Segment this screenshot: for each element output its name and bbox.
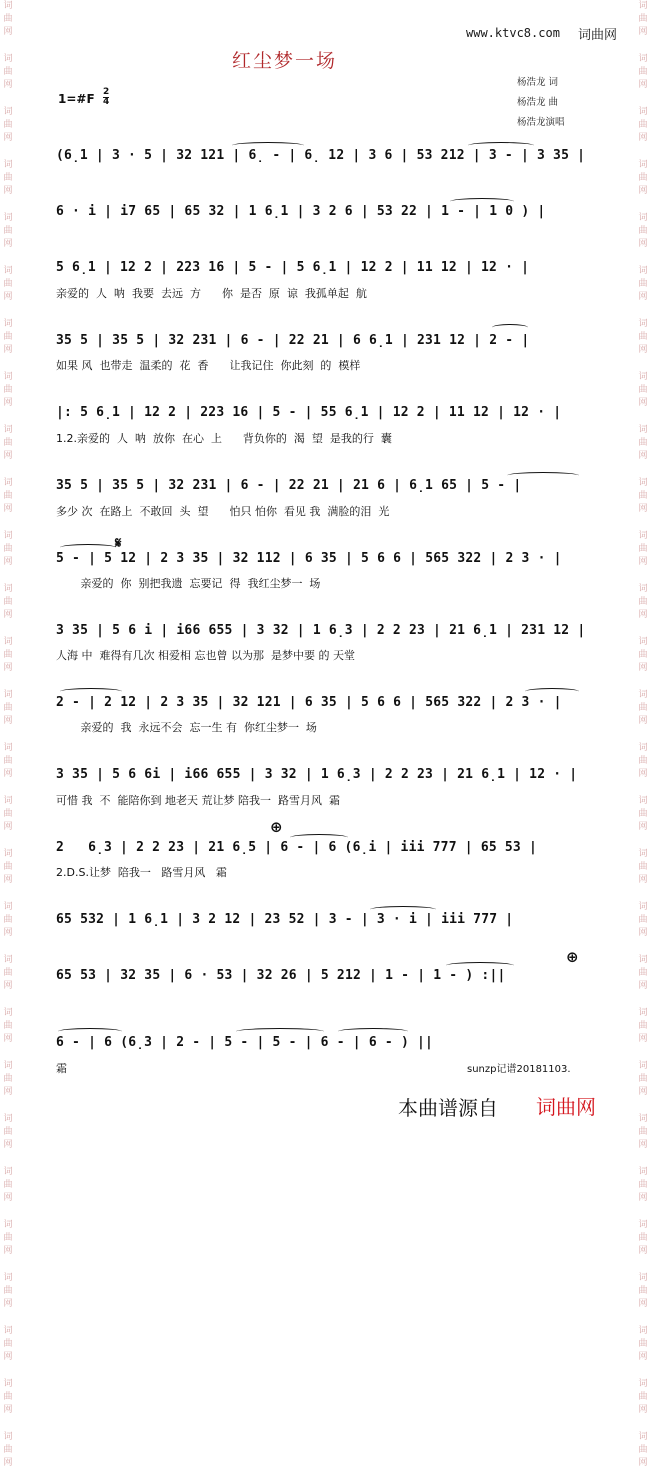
watermark-char: 网 — [638, 663, 648, 673]
watermark-gap — [635, 940, 651, 954]
watermark-char: 词 — [3, 1326, 13, 1336]
watermark-char: 网 — [3, 1034, 13, 1044]
watermark-char: 曲 — [638, 120, 648, 130]
watermark-char: 词 — [638, 1, 648, 11]
tie-arc — [60, 688, 122, 695]
watermark-gap — [0, 1046, 16, 1060]
watermark-char: 曲 — [3, 1286, 13, 1296]
watermark-char: 网 — [3, 716, 13, 726]
watermark-char: 曲 — [3, 438, 13, 448]
watermark-char: 词 — [3, 478, 13, 488]
watermark-gap — [0, 1205, 16, 1219]
watermark-char: 曲 — [638, 1074, 648, 1084]
watermark-char: 曲 — [3, 279, 13, 289]
watermark-gap — [635, 1205, 651, 1219]
watermark-char: 曲 — [638, 14, 648, 24]
watermark-gap — [635, 1311, 651, 1325]
watermark-char: 曲 — [3, 173, 13, 183]
watermark-gap — [0, 887, 16, 901]
watermark-char: 网 — [3, 292, 13, 302]
watermark-char: 曲 — [638, 544, 648, 554]
watermark-char: 网 — [638, 716, 648, 726]
watermark-char: 网 — [3, 769, 13, 779]
watermark-char: 网 — [3, 822, 13, 832]
watermark-char: 网 — [3, 27, 13, 37]
watermark-char: 词 — [638, 160, 648, 170]
watermark-char: 词 — [638, 1114, 648, 1124]
watermark-char: 网 — [638, 822, 648, 832]
watermark-char: 词 — [3, 107, 13, 117]
watermark-char: 网 — [638, 1193, 648, 1203]
watermark-char: 网 — [3, 133, 13, 143]
watermark-char: 词 — [638, 54, 648, 64]
watermark-char: 曲 — [3, 862, 13, 872]
watermark-char: 曲 — [3, 491, 13, 501]
watermark-char: 网 — [3, 610, 13, 620]
watermark-char: 网 — [3, 345, 13, 355]
watermark-gap — [0, 1364, 16, 1378]
watermark-char: 词 — [3, 1114, 13, 1124]
watermark-gap — [635, 198, 651, 212]
segno-mark: 𝄋 — [115, 534, 122, 552]
watermark-char: 曲 — [638, 1445, 648, 1455]
watermark-char: 词 — [3, 425, 13, 435]
watermark-gap — [0, 516, 16, 530]
watermark-gap — [0, 834, 16, 848]
watermark-char: 网 — [638, 1352, 648, 1362]
tie-arc — [58, 1028, 122, 1035]
watermark-char: 曲 — [638, 67, 648, 77]
watermark-char: 词 — [3, 902, 13, 912]
watermark-char: 词 — [3, 372, 13, 382]
watermark-char: 曲 — [638, 1127, 648, 1137]
watermark-char: 网 — [638, 1299, 648, 1309]
watermark-char: 网 — [638, 769, 648, 779]
watermark-char: 曲 — [3, 1233, 13, 1243]
watermark-gap — [635, 516, 651, 530]
watermark-gap — [0, 1258, 16, 1272]
watermark-char: 网 — [638, 504, 648, 514]
watermark-gap — [635, 1258, 651, 1272]
watermark-char: 曲 — [638, 968, 648, 978]
watermark-char: 曲 — [3, 809, 13, 819]
watermark-char: 网 — [638, 1405, 648, 1415]
watermark-gap — [0, 993, 16, 1007]
watermark-char: 词 — [3, 1220, 13, 1230]
watermark-char: 词 — [3, 266, 13, 276]
watermark-char: 网 — [638, 557, 648, 567]
watermark-gap — [0, 357, 16, 371]
watermark-char: 网 — [638, 610, 648, 620]
watermark-char: 网 — [3, 928, 13, 938]
watermark-gap — [635, 304, 651, 318]
lyric-row-11: 2.D.S.让梦 陪我一 路雪月风 霜 — [56, 866, 227, 879]
lyric-row-3: 亲爱的 人 呐 我要 去远 方 你 是否 原 谅 我孤单起 航 — [56, 287, 367, 300]
watermark-gap — [635, 251, 651, 265]
watermark-gap — [635, 1470, 651, 1484]
watermark-char: 词 — [638, 531, 648, 541]
watermark-char: 曲 — [3, 1074, 13, 1084]
lyric-row-6: 多少 次 在路上 不敢回 头 望 怕只 怕你 看见 我 满脸的泪 光 — [56, 505, 390, 518]
watermark-char: 网 — [3, 398, 13, 408]
tie-arc — [232, 142, 304, 149]
watermark-gap — [0, 622, 16, 636]
watermark-char: 词 — [3, 1008, 13, 1018]
watermark-char: 词 — [638, 319, 648, 329]
site-name[interactable]: 词曲网 — [578, 28, 618, 43]
watermark-char: 网 — [3, 1087, 13, 1097]
transcriber-signature: sunzp记谱20181103. — [467, 1064, 571, 1075]
watermark-char: 曲 — [3, 226, 13, 236]
watermark-char: 词 — [638, 213, 648, 223]
watermark-gap — [635, 569, 651, 583]
coda-mark: ⊕ — [270, 818, 283, 836]
watermark-char: 词 — [638, 637, 648, 647]
watermark-gap — [635, 1099, 651, 1113]
watermark-char: 网 — [3, 1352, 13, 1362]
watermark-gap — [0, 1417, 16, 1431]
watermark-char: 网 — [638, 27, 648, 37]
watermark-char: 网 — [3, 239, 13, 249]
watermark-gap — [635, 1417, 651, 1431]
watermark-char: 网 — [3, 981, 13, 991]
watermark-char: 网 — [638, 398, 648, 408]
watermark-gap — [635, 728, 651, 742]
watermark-char: 网 — [638, 875, 648, 885]
watermark-gap — [0, 1311, 16, 1325]
watermark-char: 曲 — [638, 1339, 648, 1349]
watermark-char: 曲 — [638, 809, 648, 819]
watermark-char: 曲 — [3, 1445, 13, 1455]
watermark-char: 词 — [3, 531, 13, 541]
watermark-char: 曲 — [3, 67, 13, 77]
watermark-char: 词 — [638, 1273, 648, 1283]
watermark-char: 网 — [638, 345, 648, 355]
footer-brand[interactable]: 词曲网 — [536, 1095, 596, 1119]
watermark-char: 曲 — [638, 703, 648, 713]
watermark-char: 曲 — [638, 226, 648, 236]
coda-mark-end: ⊕ — [566, 948, 579, 966]
watermark-gap — [635, 39, 651, 53]
watermark-char: 词 — [638, 743, 648, 753]
watermark-char: 曲 — [638, 650, 648, 660]
watermark-char: 网 — [638, 451, 648, 461]
watermark-char: 词 — [3, 1432, 13, 1442]
tie-arc — [525, 688, 579, 695]
lyric-row-9: 亲爱的 我 永远不会 忘一生 有 你红尘梦一 场 — [56, 721, 317, 734]
watermark-gap — [0, 1470, 16, 1484]
staff-row-12: 65 532 | 1 6̣1 | 3 2 12 | 23 52 | 3 - | 3 · i | iii 777 | — [56, 912, 514, 927]
watermark-char: 网 — [3, 875, 13, 885]
slur-arc — [492, 324, 528, 331]
watermark-char: 词 — [638, 1167, 648, 1177]
lyricist-credit: 杨浩龙 词 — [517, 77, 559, 88]
watermark-gap — [0, 1099, 16, 1113]
watermark-char: 网 — [638, 1140, 648, 1150]
watermark-char: 曲 — [638, 1180, 648, 1190]
watermark-char: 曲 — [638, 915, 648, 925]
staff-row-10: 3 35 | 5 6 6i | i66 655 | 3 32 | 1 6̣3 | 2 2 23 | 21 6̣1 | 12 · | — [56, 767, 578, 782]
watermark-gap — [0, 92, 16, 106]
watermark-gap — [635, 92, 651, 106]
watermark-char: 网 — [3, 1458, 13, 1468]
watermark-char: 曲 — [3, 597, 13, 607]
watermark-char: 词 — [3, 213, 13, 223]
tie-arc — [450, 198, 514, 205]
tie-arc — [468, 142, 534, 149]
watermark-char: 曲 — [3, 1021, 13, 1031]
watermark-char: 网 — [3, 557, 13, 567]
watermark-char: 词 — [3, 955, 13, 965]
watermark-char: 网 — [3, 1193, 13, 1203]
watermark-gap — [635, 993, 651, 1007]
watermark-char: 曲 — [638, 1021, 648, 1031]
watermark-char: 词 — [3, 1, 13, 11]
staff-row-7: 5 - | 5 12 | 2 3 35 | 32 112 | 6 35 | 5 6 6 | 565 322 | 2 3 · | — [56, 551, 562, 566]
watermark-gap — [635, 675, 651, 689]
watermark-char: 词 — [3, 637, 13, 647]
watermark-char: 曲 — [3, 703, 13, 713]
watermark-char: 词 — [3, 54, 13, 64]
watermark-char: 曲 — [638, 491, 648, 501]
performer-credit: 杨浩龙演唱 — [517, 117, 565, 128]
watermark-char: 词 — [638, 849, 648, 859]
watermark-gap — [635, 834, 651, 848]
watermark-gap — [0, 251, 16, 265]
watermark-char: 网 — [638, 80, 648, 90]
watermark-char: 网 — [3, 186, 13, 196]
staff-row-9: 2 - | 2 12 | 2 3 35 | 32 121 | 6 35 | 5 6 6 | 565 322 | 2 3 · | — [56, 695, 562, 710]
watermark-char: 词 — [3, 690, 13, 700]
watermark-char: 曲 — [638, 597, 648, 607]
watermark-char: 词 — [638, 796, 648, 806]
watermark-char: 曲 — [3, 14, 13, 24]
watermark-gap — [635, 781, 651, 795]
composer-credit: 杨浩龙 曲 — [517, 97, 559, 108]
watermark-char: 词 — [3, 1379, 13, 1389]
watermark-char: 曲 — [3, 1339, 13, 1349]
watermark-char: 网 — [3, 504, 13, 514]
watermark-char: 曲 — [3, 968, 13, 978]
time-bottom: 4 — [103, 97, 110, 107]
watermark-char: 曲 — [638, 332, 648, 342]
key-signature: 1=#F — [58, 92, 95, 106]
staff-row-14: 6 - | 6 (6̣3 | 2 - | 5 - | 5 - | 6 - | 6 - ) || — [56, 1035, 434, 1050]
watermark-char: 词 — [3, 1273, 13, 1283]
watermark-gap — [0, 781, 16, 795]
watermark-gap — [0, 463, 16, 477]
watermark-char: 曲 — [3, 650, 13, 660]
watermark-char: 网 — [3, 80, 13, 90]
watermark-char: 曲 — [3, 1180, 13, 1190]
watermark-char: 曲 — [638, 1392, 648, 1402]
watermark-char: 词 — [638, 955, 648, 965]
watermark-char: 网 — [638, 239, 648, 249]
watermark-gap — [0, 410, 16, 424]
watermark-char: 网 — [638, 133, 648, 143]
watermark-char: 词 — [3, 1061, 13, 1071]
staff-row-1: (6̣1 | 3 · 5 | 32 121 | 6̣ - | 6̣ 12 | 3 6 | 53 212 | 3 - | 3 35 | — [56, 148, 586, 163]
watermark-char: 词 — [638, 372, 648, 382]
staff-row-13: 65 53 | 32 35 | 6 · 53 | 32 26 | 5 212 | 1 - | 1 - ) :|| — [56, 968, 506, 983]
watermark-char: 网 — [638, 981, 648, 991]
staff-row-3: 5 6̣1 | 12 2 | 223 16 | 5 - | 5 6̣1 | 12 2 | 11 12 | 12 · | — [56, 260, 530, 275]
lyric-row-7: 亲爱的 你 别把我遗 忘要记 得 我红尘梦一 场 — [56, 577, 321, 590]
staff-row-2: 6 · i | i7 65 | 65 32 | 1 6̣1 | 3 2 6 | 53 22 | 1 - | 1 0 ) | — [56, 204, 546, 219]
watermark-char: 曲 — [3, 120, 13, 130]
watermark-char: 网 — [3, 451, 13, 461]
watermark-char: 词 — [638, 1432, 648, 1442]
watermark-char: 词 — [638, 690, 648, 700]
watermark-gap — [0, 569, 16, 583]
watermark-gap — [0, 198, 16, 212]
watermark-char: 曲 — [638, 385, 648, 395]
watermark-char: 词 — [638, 1220, 648, 1230]
staff-row-8: 3 35 | 5 6 i | i66 655 | 3 32 | 1 6̣3 | 2 2 23 | 21 6̣1 | 231 12 | — [56, 623, 586, 638]
watermark-char: 词 — [3, 743, 13, 753]
watermark-char: 词 — [3, 319, 13, 329]
site-url[interactable]: www.ktvc8.com — [466, 26, 560, 40]
watermark-char: 曲 — [3, 544, 13, 554]
watermark-char: 曲 — [638, 1286, 648, 1296]
watermark-char: 词 — [3, 160, 13, 170]
watermark-char: 网 — [3, 663, 13, 673]
song-title: 红尘梦一场 — [232, 50, 338, 72]
right-watermark — [635, 0, 651, 1468]
watermark-char: 曲 — [638, 1233, 648, 1243]
staff-row-6: 35 5 | 35 5 | 32 231 | 6 - | 22 21 | 21 6 | 6̣1 65 | 5 - | — [56, 478, 522, 493]
time-signature — [103, 88, 109, 107]
watermark-gap — [0, 39, 16, 53]
watermark-char: 词 — [638, 478, 648, 488]
watermark-gap — [0, 304, 16, 318]
watermark-char: 网 — [638, 1246, 648, 1256]
tie-arc — [236, 1028, 324, 1035]
watermark-char: 网 — [638, 1087, 648, 1097]
watermark-char: 曲 — [3, 756, 13, 766]
watermark-gap — [0, 940, 16, 954]
watermark-char: 曲 — [3, 385, 13, 395]
staff-row-5: |: 5 6̣1 | 12 2 | 223 16 | 5 - | 55 6̣1 | 12 2 | 11 12 | 12 · | — [56, 405, 562, 420]
watermark-gap — [0, 1152, 16, 1166]
watermark-char: 网 — [638, 186, 648, 196]
left-watermark — [0, 0, 16, 1468]
staff-row-11: 2 6̣3 | 2 2 23 | 21 6̣5 | 6 - | 6 (6̣i | iii 777 | 65 53 | — [56, 840, 537, 855]
footer-source-label: 本曲谱源自 — [398, 1096, 498, 1120]
watermark-char: 曲 — [3, 332, 13, 342]
tie-arc — [446, 962, 514, 969]
watermark-gap — [0, 145, 16, 159]
watermark-char: 曲 — [638, 756, 648, 766]
tie-arc — [60, 544, 116, 551]
watermark-char: 词 — [3, 584, 13, 594]
watermark-gap — [635, 410, 651, 424]
lyric-row-8: 人海 中 难得有几次 相爱相 忘也曾 以为那 是梦中要 的 天堂 — [56, 649, 355, 662]
watermark-char: 网 — [638, 1458, 648, 1468]
watermark-char: 网 — [3, 1299, 13, 1309]
watermark-char: 网 — [3, 1246, 13, 1256]
lyric-row-14: 霜 — [56, 1062, 67, 1075]
watermark-char: 网 — [3, 1405, 13, 1415]
watermark-char: 曲 — [3, 915, 13, 925]
watermark-gap — [0, 675, 16, 689]
watermark-char: 词 — [638, 1379, 648, 1389]
watermark-char: 词 — [638, 584, 648, 594]
watermark-char: 网 — [3, 1140, 13, 1150]
lyric-row-5: 1.2.亲爱的 人 呐 放你 在心 上 背负你的 渴 望 是我的行 囊 — [56, 432, 392, 445]
lyric-row-4: 如果 风 也带走 温柔的 花 香 让我记住 你此刻 的 模样 — [56, 359, 361, 372]
watermark-gap — [635, 145, 651, 159]
watermark-char: 词 — [638, 1061, 648, 1071]
watermark-gap — [635, 463, 651, 477]
watermark-char: 词 — [638, 107, 648, 117]
watermark-char: 曲 — [638, 862, 648, 872]
watermark-gap — [635, 1364, 651, 1378]
watermark-gap — [635, 357, 651, 371]
watermark-char: 网 — [638, 928, 648, 938]
staff-row-4: 35 5 | 35 5 | 32 231 | 6 - | 22 21 | 6 6̣1 | 231 12 | 2 - | — [56, 333, 530, 348]
tie-arc — [338, 1028, 408, 1035]
watermark-char: 曲 — [638, 438, 648, 448]
watermark-char: 词 — [3, 849, 13, 859]
watermark-gap — [635, 1046, 651, 1060]
watermark-char: 词 — [638, 1008, 648, 1018]
watermark-char: 网 — [638, 1034, 648, 1044]
watermark-char: 网 — [638, 292, 648, 302]
lyric-row-10: 可惜 我 不 能陪你到 地老天 荒让梦 陪我一 路雪月风 霜 — [56, 794, 340, 807]
tie-arc — [290, 834, 348, 841]
watermark-gap — [0, 728, 16, 742]
tie-arc — [370, 906, 436, 913]
watermark-char: 曲 — [638, 279, 648, 289]
watermark-char: 词 — [638, 1326, 648, 1336]
watermark-char: 词 — [638, 902, 648, 912]
watermark-gap — [635, 622, 651, 636]
watermark-char: 曲 — [638, 173, 648, 183]
watermark-gap — [635, 887, 651, 901]
time-top: 2 — [103, 87, 110, 97]
watermark-char: 词 — [638, 266, 648, 276]
watermark-char: 词 — [638, 425, 648, 435]
tie-arc — [507, 472, 579, 479]
watermark-char: 词 — [3, 1167, 13, 1177]
watermark-gap — [635, 1152, 651, 1166]
watermark-char: 词 — [3, 796, 13, 806]
watermark-char: 曲 — [3, 1127, 13, 1137]
watermark-char: 曲 — [3, 1392, 13, 1402]
